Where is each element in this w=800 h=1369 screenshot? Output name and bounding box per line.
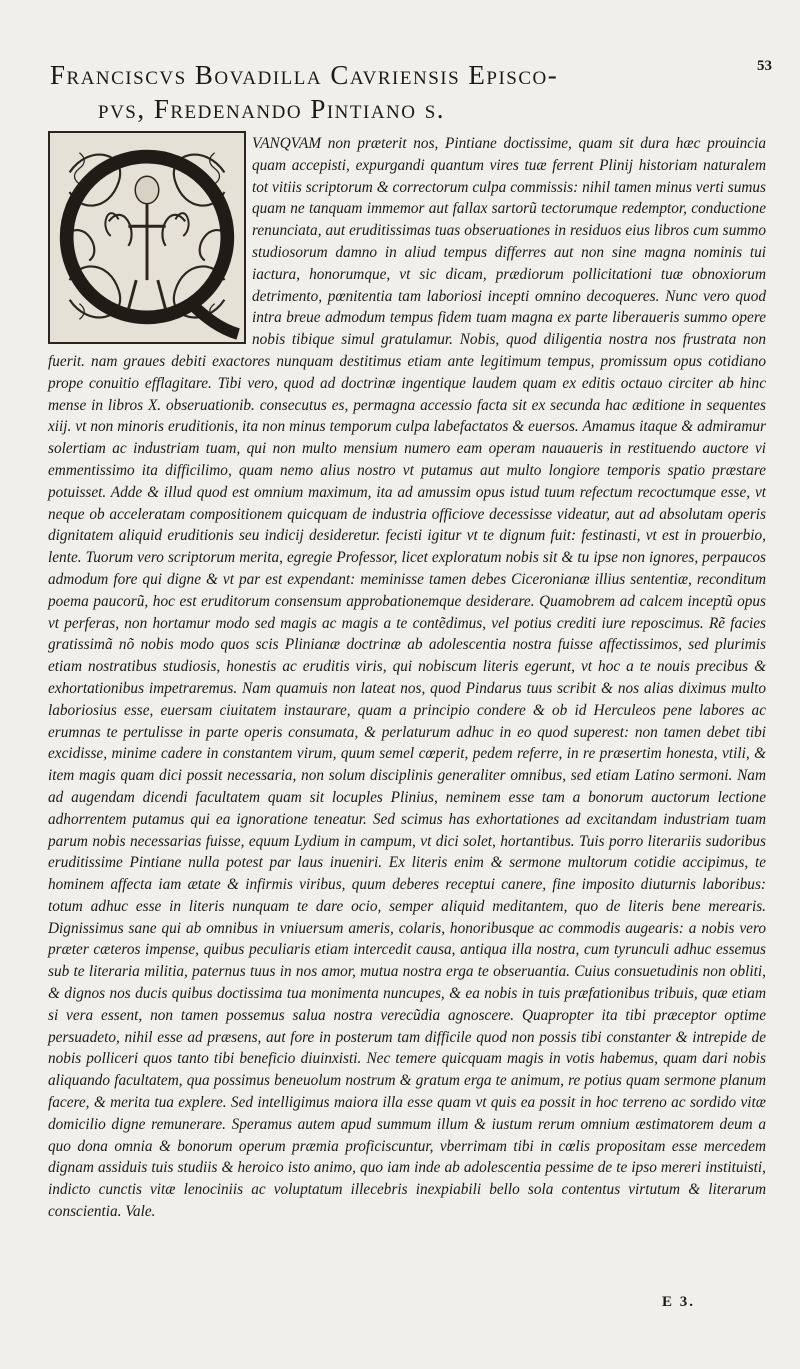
letter-text: VANQVAM non præterit nos, Pintiane doctissime, quam sit dura hæc prouincia quam accepisti, expurgandi quantum vires tuæ ferrent Plinij historiam naturalem tot vitiis scriptorum & correctorum culpa commissis: nihil tamen minus verti sumus quam ne tanquam immemor aut fallax sartorũ tectorumque redemptor, conductione renunciata, aut eruditissimas tuas obseruationes in residuos eius libros cum summo studiosorum damno in aliud tempus differres aut non sine magna nominis tui iactura, honorumque, vt sic dicam, prædiorum pollicitationi tuæ obnoxiorum detrimento, pœnitentia tam laboriosi incepti omnino decoqueres. Nunc vero quod intra breue admodum tempus fidem tuam magna ex parte liberaueris summo opere nobis tibique simul gratulamur. Nobis, quod diligentia nostra nos frustrata non fuerit. nam graues debiti exactores nunquam destitimus etiam ante legitimum tempus, promissum opus cotidiano prope conuitio efflagitare. Tibi vero, quod ad doctrinæ ingentique laudem quam ex editis octauo circiter ab hinc mense in libros X. obseruationib. consecutus es, permagna accessio facta sit ex secunda hac æditione in sequentes xiij. vt non minoris eruditionis, ita non minus temporum culpa labefactatos & euersos. Amamus itaque & admiramur solertiam ac industriam tuam, qui non multo mensium numero eam operam nauaueris in restituendo auctore vi emmentissimo ita difficilimo, quam nemo alius nostro vt putamus aut multo longiore temporis spatio præstare potuisset. Adde & illud quod est omnium maximum, ita ad amussim opus istud tuum refectum recoctumque esse, vt neque ob acceleratam compositionem quicquam de industria officiove decessisse videatur, aut ad absolutam operis dignitatem aliquid eruditionis seu indicij desideretur. fecisti igitur vt te dignum fuit: festinasti, vt est in prouerbio, lente. Tuorum vero scriptorum merita, egregie Professor, licet exploratum nobis sit & tu ipse non ignores, perpaucos admodum fore qui digne & vt par est expendant: meminisse tamen debes Ciceronianæ illius sententiæ, reconditum poema paucorũ, hoc est eruditorum consensum approbationemque desiderare. Quamobrem ad calcem inceptũ opus vt perferas, non hortamur modo sed magis ac magis a te contẽdimus, vel potius crediti iure reposcimus. Rẽ facies gratissimã nõ nobis modo quos scis Plinianæ doctrinæ ab adolescentia nostra fuisse affectissimos, sed plurimis etiam nostratibus studiosis, honestis ac eruditis viris, qui nobiscum literis egerunt, vt hoc a te nouis precibus & exhortationibus impetraremus. Nam quamuis non lateat nos, quod Pindarus tuus scribit & nos alias diximus multo laboriosius esse, euersam ciuitatem instaurare, quam a principio condere & ob id Herculeos pene labores ac erumnas te pertulisse in parte operis consumata, & perlaturum adhuc in eo quod superest: non tamen debet tibi excidisse, minime cadere in constantem virum, quum semel cœperit, pedem referre, in re præsertim honesta, vtili, & item magis quam dici possit necessaria, non solum disciplinis generaliter omnibus, sed etiam Latino sermoni. Nam ad augendam dicendi facultatem quam sit locuples Plinius, neminem esse tam a bonorum auctorum lectione adhorrentem putamus qui ea ignoratione teneatur. Sed scimus has exhortationes ad excitandam industriam tuam parum nobis necessarias fuisse, equum Lydium in campum, vt dici solet, hortantibus. Tuis porro literariis sudoribus eruditissime Pintiane nulla potest par laus inueniri. Ex literis enim & sermone multorum cotidie accipimus, te hominem affecta iam ætate & infirmis viribus, quum deberes receptui canere, fine imposito diuturnis laboribus: totum adhuc esse in literis nunquam te dare ocio, semper aliquid meditantem, quo de literis bene merearis. Dignissimus sane qui ab omnibus in vniuersum ameris, colaris, honoribusque ac commodis augearis: a nobis vero præter cæteros impense, quibus peculiaris etiam intercedit causa, antiqua illa nostra, cum tyrunculi adhuc essemus sub te literaria militia, paternus tuus in nos amor, mutua nostra erga te obseruantia. Cuius consuetudinis non obliti, & dignos nos ducis quibus doctissima tua monimenta nuncupes, & ea nobis in tuis præfationibus tribuis, quæ etiam si vera essent, non tamen possemus salua nostra verecũdia agnoscere. Quapropter ita tibi præceptor optime persuadeto, nihil esse ad præsens, aut fore in posterum tam difficile quod non possis tibi constanter & intrepide de nobis polliceri quos tanto tibi beneficio diuinxisti. Nec temere quicquam magis in votis habemus, quam dari nobis aliquando facultatem, qua possimus beneuolum nostrum & gratum erga te animum, re potius quam sermone planum facere, & merita tua explere. Sed intelligimus maiora illa esse quam vt quis ea possit in hoc terreno ac sordido vitæ domicilio digne remunerare. Speramus autem apud summum illum & iustum rerum omnium æstimatorem deum a quo dona omnia & bonorum operum præmia proficiscuntur, vberrimam tibi in cœlis propositam esse mercedem dignam assiduis tuis studiis & heroico isto animo, quo iam inde ab adolescentia pessime de te ipso mereri instituisti, indicto cunctis vitæ lenociniis ac voluptatum illecebris inexpiabili bello sola contentus virtutum & literarum conscientia. Vale.	[48, 135, 766, 1221]
letter-body	[48, 133, 766, 1223]
page-number: 53	[757, 58, 772, 74]
initial-spacer	[48, 133, 252, 344]
letter-heading	[50, 58, 760, 126]
heading-line-1: Franciscvs Bovadilla Cavriensis Episco-	[50, 60, 559, 90]
heading-line-2: pvs, Fredenando Pintiano s.	[98, 94, 446, 124]
signature-mark: E 3.	[662, 1294, 696, 1310]
